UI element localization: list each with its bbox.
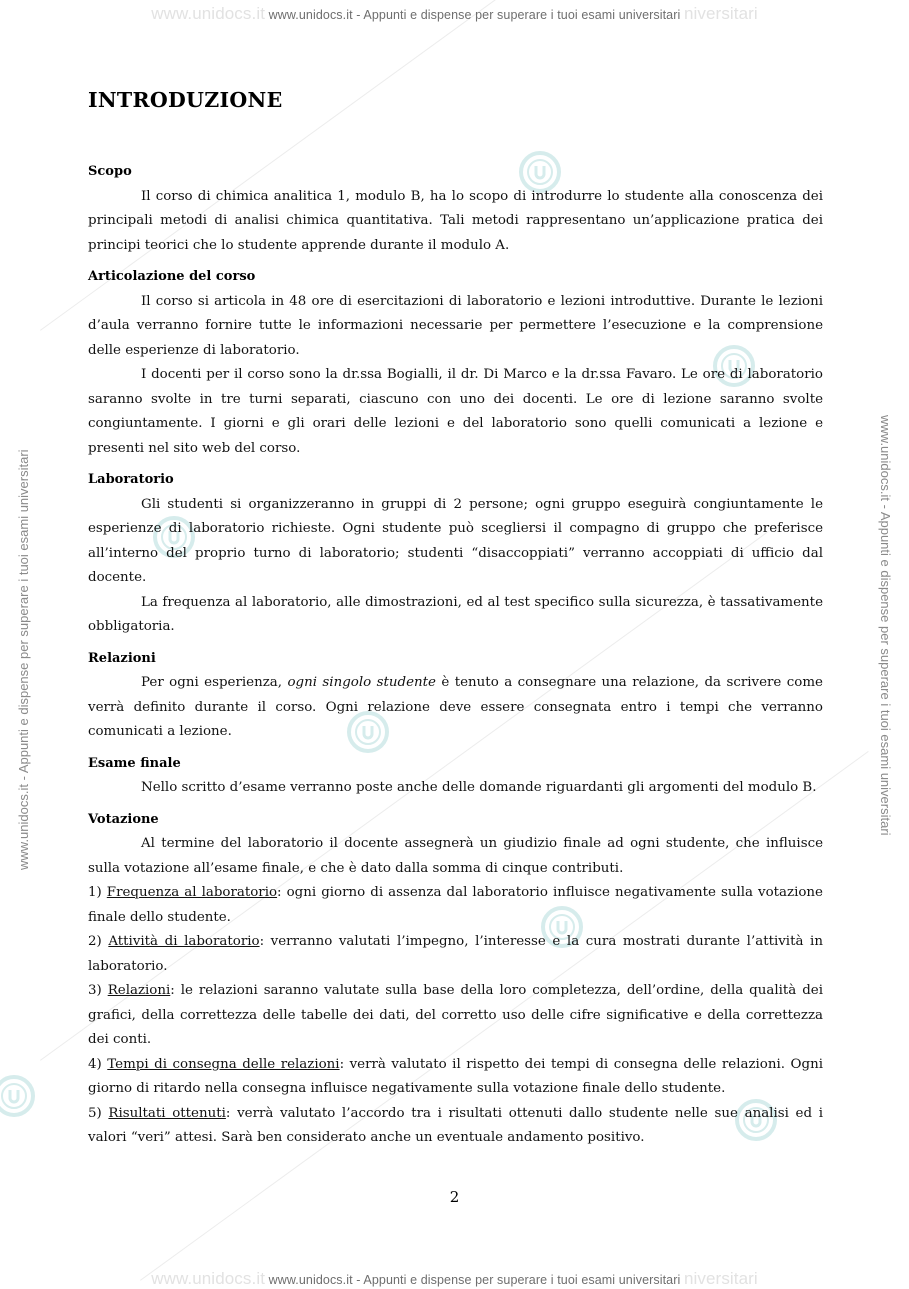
text-run: Per ogni esperienza, — [141, 675, 288, 690]
list-number: 4) — [88, 1056, 108, 1072]
list-item — [88, 930, 823, 979]
section-title: Esame finale — [88, 755, 181, 771]
paragraph: I docenti per il corso sono la dr.ssa Bogialli, il dr. Di Marco e la dr.ssa Favaro. Le ore di laboratorio saranno svolte in tre turni separati, ciascuno con uno dei docenti. Le ore di lezione saranno svolte congiuntamente. I giorni e gli orari delle lezioni e del laboratorio sono quelli comunicati a lezione e presenti nel sito web del corso. — [88, 367, 823, 456]
section-scopo — [88, 160, 823, 258]
list-item — [88, 1102, 823, 1151]
section-votazione — [88, 808, 823, 1151]
section-esame-finale — [88, 752, 823, 801]
document-body — [88, 88, 823, 1158]
list-item-text: : verrà valutato l’accordo tra i risultati ottenuti dallo studente nelle sue analisi ed i valori “veri” attesi. Sarà ben considerato anche un eventuale andamento positivo. — [88, 1105, 823, 1145]
list-item — [88, 881, 823, 930]
paragraph: Il corso di chimica analitica 1, modulo B, ha lo scopo di introdurre lo studente alla conoscenza dei principali metodi di analisi chimica quantitativa. Tali metodi rappresentano un’applicazione pratica dei principi teorici che lo studente apprende durante il modulo A. — [88, 188, 823, 253]
watermark-ghost-text: www.unidocs.it — [151, 1269, 266, 1288]
section-articolazione — [88, 265, 823, 461]
paragraph: Il corso si articola in 48 ore di esercitazioni di laboratorio e lezioni introduttive. Durante le lezioni d’aula verranno fornire tutte le informazioni necessarie per permettere l’esecuzione e la comprensione delle esperienze di laboratorio. — [88, 293, 823, 358]
section-title: Relazioni — [88, 650, 156, 666]
paragraph: Nello scritto d’esame verranno poste anche delle domande riguardanti gli argomenti del modulo B. — [141, 780, 817, 795]
watermark-ghost-text: niversitari — [683, 1269, 758, 1288]
emphasis-text: ogni singolo studente — [287, 675, 436, 690]
list-item-label: Frequenza al laboratorio — [106, 885, 278, 900]
list-number: 2) — [88, 934, 109, 949]
text-run: è tenuto a consegnare una relazione, da scrivere come verrà definito durante il corso. Ogni relazione deve essere consegnata entro i tempi che verranno comunicati a lezione. — [88, 675, 823, 739]
watermark-side-right: www.unidocs.it - Appunti e dispense per superare i tuoi esami universitari — [878, 415, 893, 836]
paragraph: La frequenza al laboratorio, alle dimostrazioni, ed al test specifico sulla sicurezza, è tassativamente obbligatoria. — [88, 594, 823, 634]
page-number: 2 — [449, 1188, 460, 1206]
list-number: 1) — [88, 885, 107, 900]
paragraph — [88, 671, 823, 745]
watermark-banner-bottom — [0, 1269, 909, 1289]
watermark-side-left: www.unidocs.it - Appunti e dispense per superare i tuoi esami universitari — [16, 449, 31, 870]
unidocs-logo-icon — [0, 1072, 38, 1120]
list-item-label: Relazioni — [107, 983, 171, 998]
list-item — [88, 979, 823, 1053]
paragraph: Al termine del laboratorio il docente assegnerà un giudizio finale ad ogni studente, che influisce sulla votazione all’esame finale, e che è dato dalla somma di cinque contributi. — [88, 836, 823, 876]
list-number: 3) — [88, 983, 108, 998]
section-title: Laboratorio — [88, 472, 174, 487]
list-item-label: Attività di laboratorio — [108, 934, 260, 949]
paragraph: Gli studenti si organizzeranno in gruppi di 2 persone; ogni gruppo eseguirà congiuntamente le esperienze di laboratorio richieste. Ogni studente può scegliersi il compagno di gruppo che preferisce all’interno del proprio turno di laboratorio; studenti “disaccoppiati” verranno accoppiati di ufficio dal docente. — [88, 496, 823, 585]
list-item-text: : le relazioni saranno valutate sulla base della loro completezza, dell’ordine, della qualità dei grafici, della correttezza delle tabelle dei dati, del corretto uso delle cifre significative e della correttezza dei conti. — [88, 983, 823, 1047]
section-title: Articolazione del corso — [88, 269, 256, 284]
watermark-banner-top — [0, 4, 909, 24]
section-title: Votazione — [88, 811, 159, 827]
watermark-banner-text: www.unidocs.it - Appunti e dispense per superare i tuoi esami universitari — [268, 8, 681, 22]
list-item — [88, 1053, 823, 1102]
list-item-text: : verrà valutato il rispetto dei tempi di consegna delle relazioni. Ogni giorno di ritardo nella consegna influisce negativamente sulla votazione finale dello studente. — [88, 1056, 823, 1096]
list-item-text: : ogni giorno di assenza dal laboratorio influisce negativamente sulla votazione finale dello studente. — [88, 885, 823, 925]
list-item-text: : verranno valutati l’impegno, l’interesse e la cura mostrati durante l’attività in laboratorio. — [88, 934, 823, 974]
watermark-ghost-text: www.unidocs.it — [151, 4, 266, 23]
watermark-ghost-text: niversitari — [683, 4, 758, 23]
section-relazioni — [88, 647, 823, 745]
page-title: INTRODUZIONE — [88, 88, 283, 112]
list-item-label: Risultati ottenuti — [108, 1105, 226, 1121]
section-title: Scopo — [88, 164, 132, 179]
section-laboratorio — [88, 468, 823, 640]
watermark-banner-text: www.unidocs.it - Appunti e dispense per superare i tuoi esami universitari — [268, 1273, 681, 1287]
list-number: 5) — [88, 1105, 109, 1121]
list-item-label: Tempi di consegna delle relazioni — [107, 1056, 340, 1072]
